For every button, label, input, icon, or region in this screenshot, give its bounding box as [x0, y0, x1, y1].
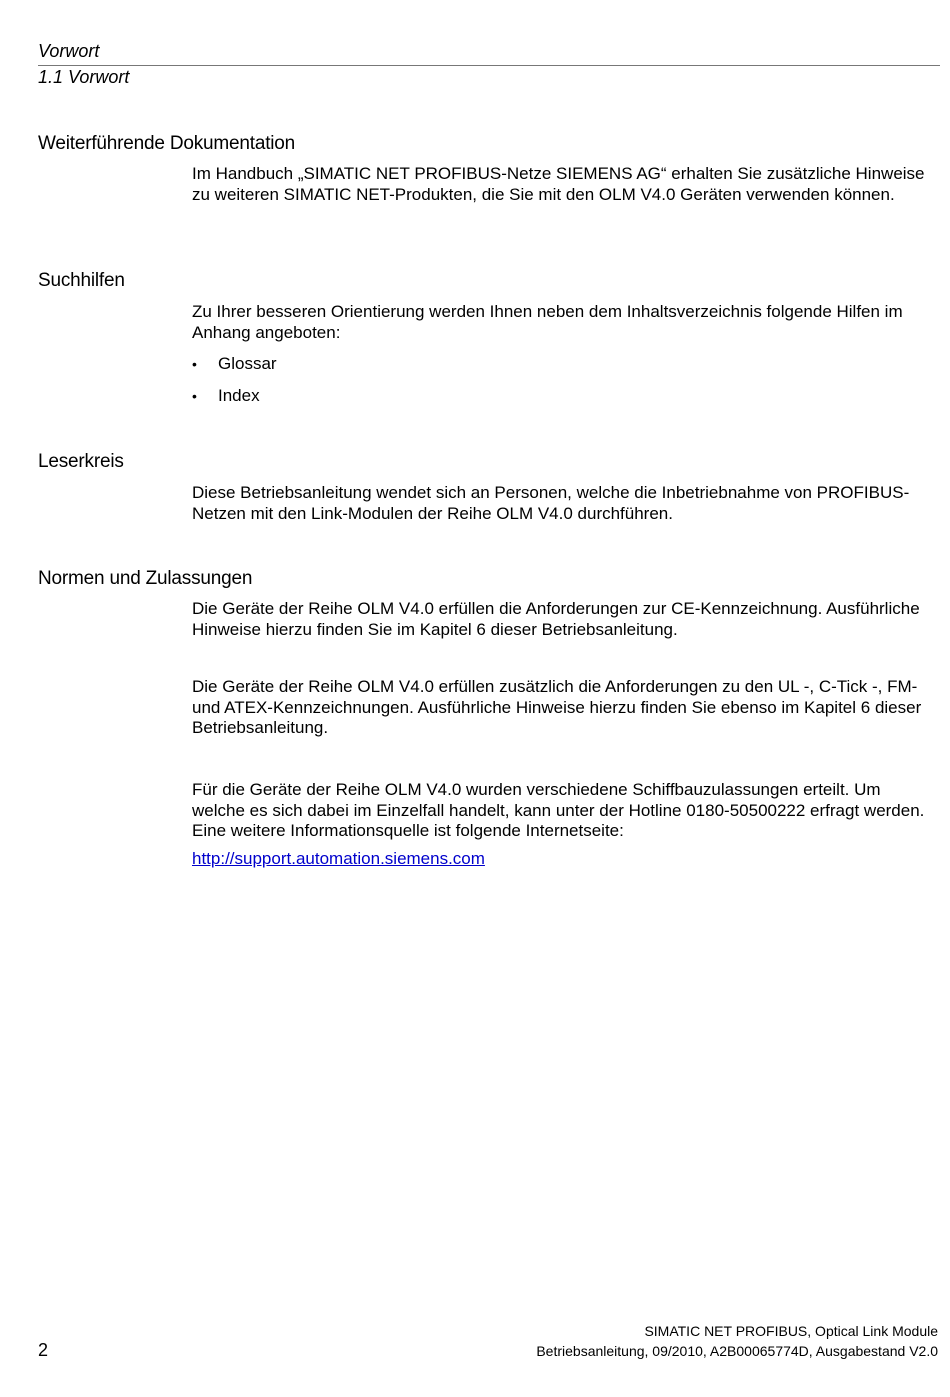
section-title: 1.1 Vorwort [38, 67, 130, 87]
list-item-label: Glossar [218, 354, 277, 373]
heading-suchhilfen: Suchhilfen [38, 270, 125, 291]
doku-paragraph: Im Handbuch „SIMATIC NET PROFIBUS-Netze SIEMENS AG“ erhalten Sie zusätzliche Hinweise zu weiteren SIMATIC NET-Produkten, die Sie mit den OLM V4.0 Geräten verwenden können. [192, 164, 925, 204]
page-number: 2 [38, 1340, 49, 1360]
suchhilfen-paragraph: Zu Ihrer besseren Orientierung werden Ihnen neben dem Inhaltsverzeichnis folgende Hilfen im Anhang angeboten: [192, 302, 903, 342]
normen-paragraph-3: Für die Geräte der Reihe OLM V4.0 wurden verschiedene Schiffbauzulassungen erteilt. Um welche es sich dabei im Einzelfall handelt, kann unter der Hotline 0180-50500222 erfragt werden. Eine weitere Informationsquelle ist folgende Internetseite: [192, 780, 925, 840]
support-link[interactable]: http://support.automation.siemens.com [192, 849, 485, 868]
normen-paragraph-1: Die Geräte der Reihe OLM V4.0 erfüllen die Anforderungen zur CE-Kennzeichnung. Ausführliche Hinweise hierzu finden Sie im Kapitel 6 dieser Betriebsanleitung. [192, 599, 920, 639]
bullet-icon: • [192, 356, 197, 372]
bullet-icon: • [192, 388, 197, 404]
list-item-label: Index [218, 386, 260, 405]
heading-leserkreis: Leserkreis [38, 451, 124, 472]
chapter-title: Vorwort [38, 41, 100, 61]
normen-paragraph-2: Die Geräte der Reihe OLM V4.0 erfüllen zusätzlich die Anforderungen zu den UL -, C-Tick -, FM- und ATEX-Kennzeichnungen. Ausführliche Hinweise hierzu finden Sie ebenso im Kapitel 6 dieser Betriebsanleitung. [192, 677, 922, 737]
heading-normen-und-zulassungen: Normen und Zulassungen [38, 568, 253, 589]
heading-weiterfuehrende-dokumentation: Weiterführende Dokumentation [38, 133, 296, 154]
leserkreis-paragraph: Diese Betriebsanleitung wendet sich an Personen, welche die Inbetriebnahme von PROFIBUS-Netzen mit den Link-Modulen der Reihe OLM V4.0 durchführen. [192, 483, 910, 523]
footer-document-title: SIMATIC NET PROFIBUS, Optical Link Module [644, 1323, 938, 1339]
footer-document-info: Betriebsanleitung, 09/2010, A2B00065774D, Ausgabestand V2.0 [536, 1343, 938, 1359]
header-divider [38, 65, 940, 66]
